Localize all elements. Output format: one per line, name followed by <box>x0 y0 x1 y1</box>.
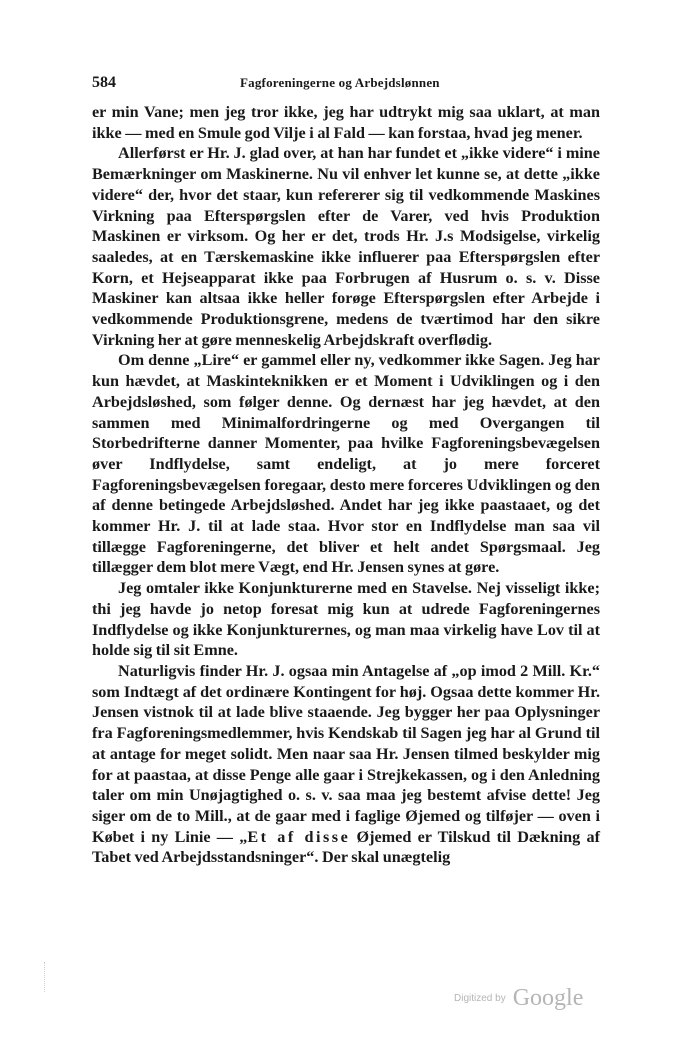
page-header <box>92 74 600 94</box>
scan-edge-mark <box>44 962 47 992</box>
paragraph-5-text-end: Øjemed er Tilskud til Dækning af Tabet ved Arbejdsstandsninger“. Der skal unægtelig <box>92 827 600 867</box>
digitized-watermark <box>454 985 583 1012</box>
paragraph-5-text-start: Naturligvis finder Hr. J. ogsaa min Antagelse af „op imod 2 Mill. Kr.“ som Indtægt af det ordinære Kontingent for høj. Ogsaa dette kommer Hr. Jensen vistnok til at lade blive staaende. Jeg bygger her paa Oplysninger fra Fagforeningsmedlemmer, hvis Kendskab til Sagen jeg har al Grund til at antage for meget solidt. Men naar saa Hr. Jensen tilmed beskylder mig for at paastaa, at disse Penge alle gaar i Strejkekassen, og i den Anledning taler om min Unøjagtighed o. s. v. saa maa jeg bestemt afvise dette! Jeg siger om de to Mill., at de gaar med i faglige Øjemed og tilføjer — oven i Købet i ny Linie — „ <box>92 661 600 846</box>
paragraph-1: er min Vane; men jeg tror ikke, jeg har udtrykt mig saa uklart, at man ikke — med en Smule god Vilje i al Fald — kan forstaa, hvad jeg mener. <box>92 103 600 142</box>
paragraph-4: Jeg omtaler ikke Konjunkturerne med en Stavelse. Nej visseligt ikke; thi jeg havde jo netop foresat mig kun at udrede Fagforeningernes Indflydelse og ikke Konjunkturernes, og man maa virkelig have Lov til at holde sig til sit Emne. <box>92 579 600 660</box>
google-logo: Google <box>512 985 584 1011</box>
body-text <box>92 102 600 868</box>
running-head: Fagforeningerne og Arbejdslønnen <box>240 75 440 90</box>
watermark-caption: Digitized by <box>454 993 506 1004</box>
page-number: 584 <box>92 74 116 91</box>
paragraph-5-spaced-quote: Et af disse <box>247 827 351 846</box>
paragraph-2: Allerførst er Hr. J. glad over, at han har fundet et „ikke videre“ i mine Bemærkninger om Maskinerne. Nu vil enhver let kunne se, at dette „ikke videre“ der, hvor det staar, kun refererer sig til vedkommende Maskines Virkning paa Efterspørgslen efter de Varer, ved hvis Produktion Maskinen er virksom. Og her er det, trods Hr. J.s Modsigelse, virkelig saaledes, at en Tærskemaskine ikke influerer paa Efterspørgslen efter Korn, et Hejseapparat ikke paa Forbrugen af Husrum o. s. v. Disse Maskiner kan altsaa ikke heller forøge Efterspørgslen efter Arbejde i vedkommende Produktionsgrene, medens de tværtimod har den sikre Virkning her at gøre menneskelig Arbejdskraft overflødig. <box>92 144 600 349</box>
paragraph-3: Om denne „Lire“ er gammel eller ny, vedkommer ikke Sagen. Jeg har kun hævdet, at Maskinteknikken er et Moment i Udviklingen og i den Arbejdsløshed, som følger denne. Og dernæst har jeg hævdet, at den sammen med Minimalfordringerne og med Overgangen til Storbedrifterne danner Momenter, paa hvilke Fagforeningsbevægelsen øver Indflydelse, samt endeligt, at jo mere forceret Fagforeningsbevægelsen foregaar, desto mere forceres Udviklingen og den af denne betingede Arbejdsløshed. Andet har jeg ikke paastaaet, og det kommer Hr. J. til at lade staa. Hvor stor en Indflydelse man saa vil tillægge Fagforeningerne, det bliver et helt andet Spørgsmaal. Jeg tillægger dem blot mere Vægt, end Hr. Jensen synes at gøre. <box>92 351 600 577</box>
paragraph-5 <box>92 661 600 868</box>
